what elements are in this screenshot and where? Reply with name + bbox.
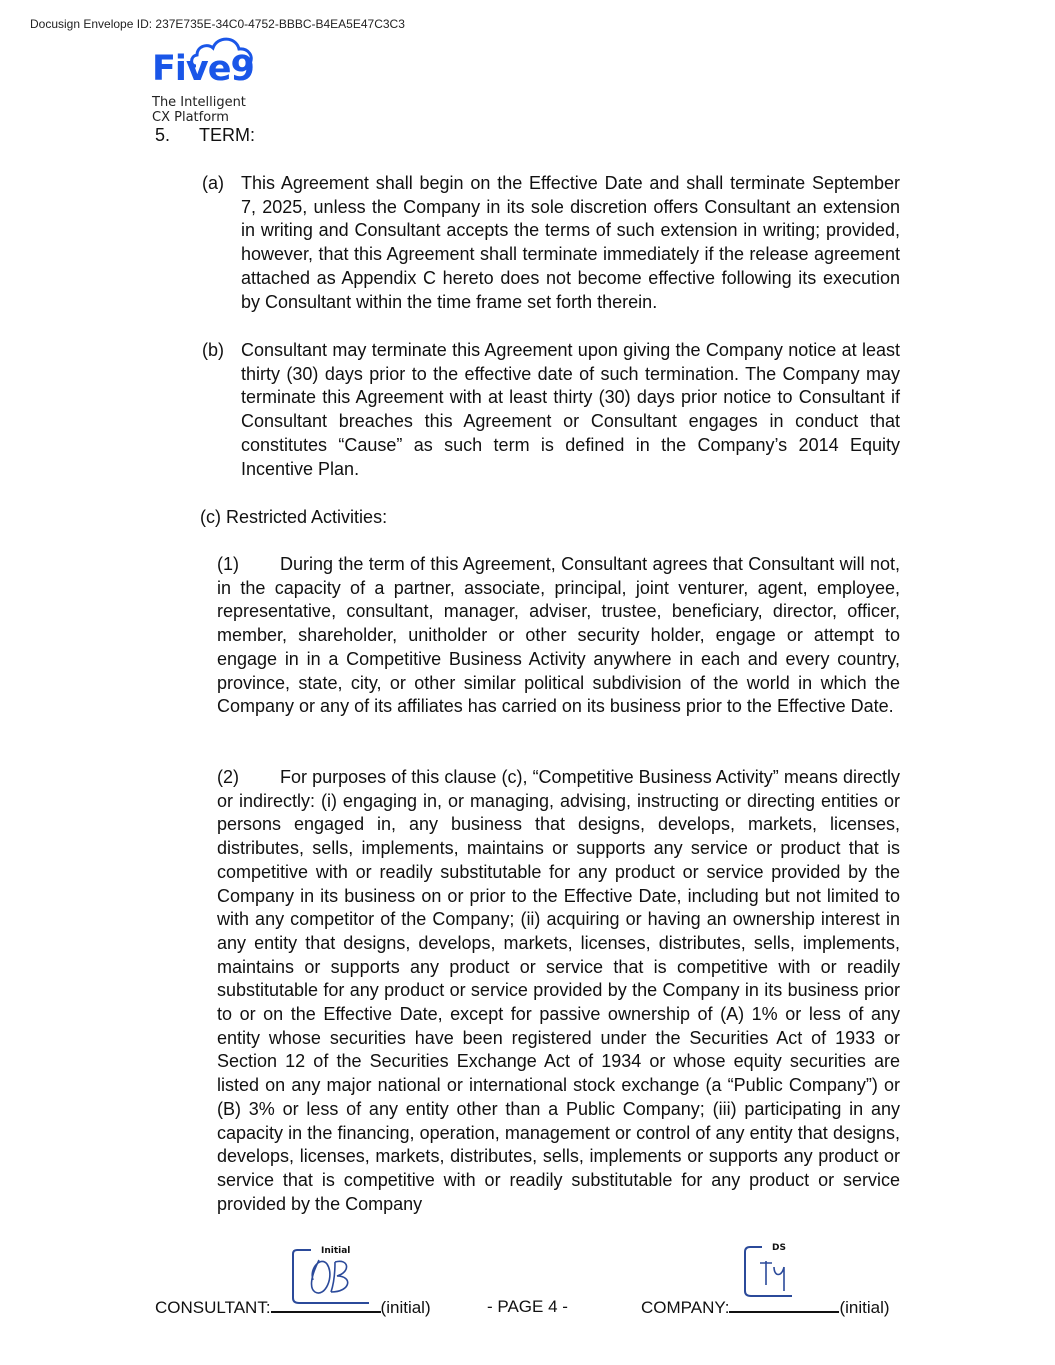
paragraph-c-heading: [200, 506, 387, 530]
docusign-envelope-id: Docusign Envelope ID: 237E735E-34C0-4752-BBBC-B4EA5E47C3C3: [30, 17, 405, 31]
consultant-blank: [271, 1297, 381, 1313]
ds-tag: DS: [772, 1243, 786, 1253]
company-blank: [729, 1297, 839, 1313]
section-heading: [155, 125, 255, 146]
company-initial-line: [641, 1297, 890, 1318]
section-number: 5.: [155, 125, 171, 145]
company-label: COMPANY:: [641, 1298, 730, 1317]
clause-1: [217, 553, 900, 719]
initial-tag: Initial: [321, 1246, 351, 1256]
paragraph-b-text: Consultant may terminate this Agreement upon giving the Company notice at least thirty (30) days prior to the effective date of such termination. The Company may terminate this Agreement with at least thirty (30) days prior notice to Consultant if Consultant breaches this Agreement or Consultant engages in conduct that constitutes “Cause” as such term is defined in the Company’s 2014 Equity Incentive Plan.: [241, 340, 900, 479]
section-title: TERM:: [199, 125, 255, 145]
paragraph-a-label: (a): [202, 173, 224, 193]
clause-1-text: During the term of this Agreement, Consultant agrees that Consultant will not, in the capacity of a partner, associate, principal, joint venturer, agent, employee, representative, consultant, manager, adviser, trustee, beneficiary, director, officer, member, shareholder, unitholder or other security holder, engage or attempt to engage in in a Competitive Business Activity anywhere in each and every country, province, state, city, or other similar political subdivision of the world in which the Company or any of its affiliates has carried on its business prior to the Effective Date.: [217, 554, 900, 717]
logo-tagline: The Intelligent CX Platform: [152, 95, 246, 125]
consultant-initial-line: [155, 1297, 431, 1318]
clause-2: [217, 766, 900, 1216]
consultant-label: CONSULTANT:: [155, 1298, 271, 1317]
page-number: - PAGE 4 -: [487, 1297, 568, 1316]
clause-2-label: (2): [217, 767, 239, 787]
consultant-initial-suffix: (initial): [380, 1298, 431, 1317]
paragraph-a-text: This Agreement shall begin on the Effective Date and shall terminate September 7, 2025, unless the Company in its sole discretion offers Consultant an extension in writing and Consultant accepts the terms of such extension in writing; provided, however, that this Agreement shall terminate immediately if the release agreement attached as Appendix C hereto does not become effective following its execution by Consultant within the time frame set forth therein.: [241, 173, 900, 312]
paragraph-b-label: (b): [202, 340, 224, 360]
paragraph-c-title: Restricted Activities:: [226, 507, 388, 527]
logo-wordmark: Five9: [152, 49, 254, 89]
clause-1-label: (1): [217, 554, 239, 574]
paragraph-c-label: (c): [200, 507, 221, 527]
company-initial-suffix: (initial): [839, 1298, 890, 1317]
clause-2-text: For purposes of this clause (c), “Competitive Business Activity” means directly or indirectly: (i) engaging in, or managing, advising, instructing or directing entities or persons engaged in, any business that designs, develops, markets, licenses, distributes, sells, implements, maintains or supports any service or product that is competitive with or readily substitutable for any product or service provided by the Company in its business on or prior to the Effective Date, including but not limited to with any competitor of the Company; (ii) acquiring or having an ownership interest in any entity that designs, develops, markets, licenses, distributes, sells, implements, maintains or supports any product or service that is competitive with or readily substitutable for any product or service provided by the Company in its business prior to or on the Effective Date, except for passive ownership of (A) 1% or less of any entity whose securities have been registered under the Securities Act of 1933 or Section 12 of the Securities Exchange Act of 1934 or whose equity securities are listed on any major national or international stock exchange (a “Public Company”) or (B) 3% or less of any entity other than a Public Company; (iii) participating in any capacity in the financing, operation, management or control of any entity that designs, develops, licenses, markets, distributes, sells, implements or supports any product or service that is competitive with or readily substitutable for any product or service provided by the Company: [217, 767, 900, 1214]
